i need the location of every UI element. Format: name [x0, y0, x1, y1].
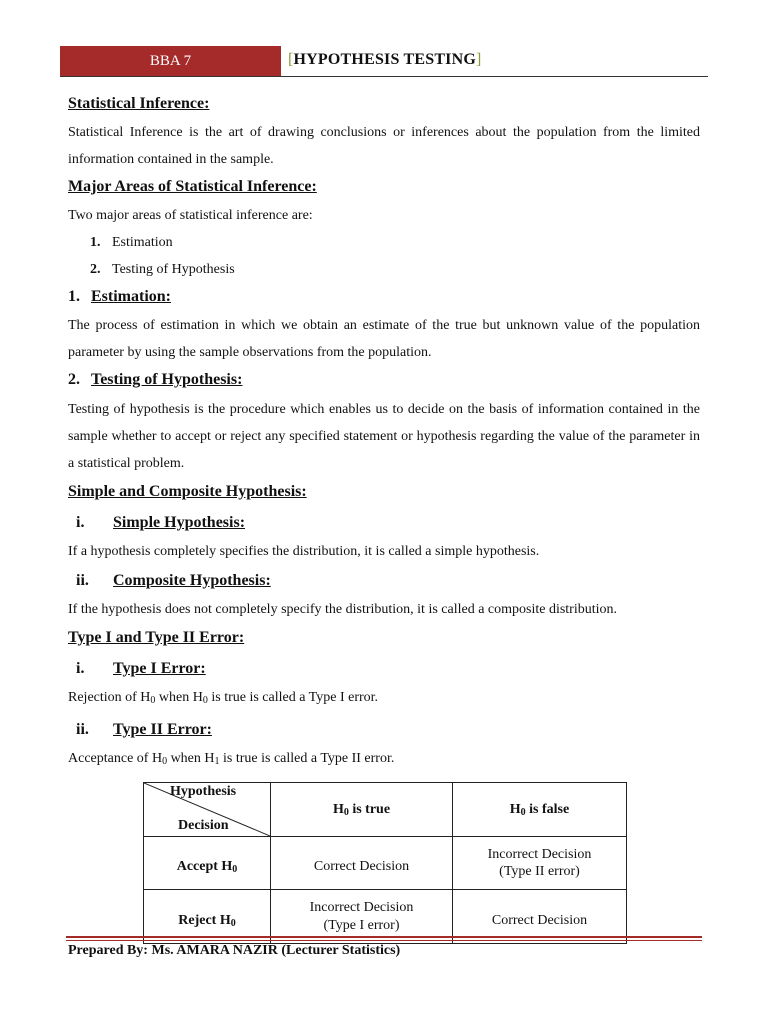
- cell-reject-true: Incorrect Decision (Type I error): [271, 890, 453, 944]
- list-item-number: 1.: [90, 235, 101, 250]
- simple-hypothesis-text: If a hypothesis completely specifies the distribution, it is called a simple hypothesis.: [68, 544, 540, 559]
- header-title: [288, 51, 482, 69]
- heading-major-areas: Major Areas of Statistical Inference:: [68, 178, 317, 195]
- cell-accept-true: Correct Decision: [271, 837, 453, 890]
- list-item: [68, 256, 700, 283]
- heading-text: Type I Error:: [113, 660, 206, 677]
- footer-prepared-by: Prepared By: Ms. AMARA NAZIR (Lecturer Statistics): [68, 943, 401, 958]
- heading-number: ii.: [76, 721, 89, 738]
- table-corner-cell: [144, 783, 271, 837]
- decision-table: [143, 782, 627, 944]
- heading-text: Testing of Hypothesis:: [91, 371, 243, 388]
- heading-text: Type II Error:: [113, 721, 212, 738]
- list-item-label: Estimation: [112, 235, 173, 250]
- heading-number: i.: [76, 514, 85, 531]
- header-title-text: HYPOTHESIS TESTING: [293, 51, 477, 68]
- heading-statistical-inference: Statistical Inference:: [68, 95, 210, 112]
- row-header-reject-h0: Reject $H_0$: [144, 890, 271, 944]
- heading-number: i.: [76, 660, 85, 677]
- footer-rule-thin: [66, 940, 702, 941]
- header-bracket-close: ]: [476, 51, 482, 68]
- heading-text: Estimation:: [91, 288, 171, 305]
- major-areas-list: [68, 229, 700, 283]
- list-item: [68, 229, 700, 256]
- corner-decision-label: Decision: [178, 818, 229, 833]
- cell-reject-false: Correct Decision: [453, 890, 627, 944]
- heading-number: 1.: [68, 288, 80, 305]
- document-body: [68, 92, 700, 775]
- statistical-inference-text: Statistical Inference is the art of drawing conclusions or inferences about the population from the limited information contained in the sample.: [68, 125, 700, 167]
- cell-accept-false: Incorrect Decision (Type II error): [453, 837, 627, 890]
- table-row: [144, 837, 627, 890]
- column-header-h0-true: $H_0$ is true: [271, 783, 453, 837]
- heading-estimation: [68, 285, 700, 309]
- header-rule: [60, 76, 708, 77]
- type-i-error-text: Rejection of $H_0$ when $H_0$ is true is called a Type I error.: [68, 690, 379, 706]
- heading-testing-of-hypothesis: [68, 368, 700, 392]
- column-header-h0-false: $H_0$ is false: [453, 783, 627, 837]
- corner-hypothesis-label: Hypothesis: [170, 784, 237, 799]
- header-course: BBA 7: [149, 53, 192, 69]
- type-ii-error-text: Acceptance of $H_0$ when $H_1$ is true is called a Type II error.: [68, 751, 395, 767]
- heading-type-errors: Type I and Type II Error:: [68, 629, 245, 646]
- heading-type-i-error: [68, 657, 700, 681]
- major-areas-intro: Two major areas of statistical inference are:: [68, 208, 313, 223]
- list-item-label: Testing of Hypothesis: [112, 262, 235, 277]
- footer-rule-thick: [66, 936, 702, 938]
- heading-number: 2.: [68, 371, 80, 388]
- heading-type-ii-error: [68, 718, 700, 742]
- heading-text: Composite Hypothesis:: [113, 572, 271, 589]
- heading-number: ii.: [76, 572, 89, 589]
- row-header-accept-h0: Accept $H_0$: [144, 837, 271, 890]
- heading-composite-hypothesis: [68, 569, 700, 593]
- header-bracket-open: [: [288, 51, 294, 68]
- composite-hypothesis-text: If the hypothesis does not completely specify the distribution, it is called a composite distribution.: [68, 602, 618, 617]
- heading-simple-hypothesis: [68, 511, 700, 535]
- estimation-text: The process of estimation in which we obtain an estimate of the true but unknown value of the population parameter by using the sample observations from the population.: [68, 318, 700, 360]
- list-item-number: 2.: [90, 262, 101, 277]
- testing-text: Testing of hypothesis is the procedure which enables us to decide on the basis of information contained in the sample whether to accept or reject any specified statement or hypothesis regarding the value of the parameter in a statistical problem.: [68, 402, 700, 471]
- header-course-band: [60, 46, 281, 77]
- heading-text: Simple Hypothesis:: [113, 514, 246, 531]
- heading-simple-composite: Simple and Composite Hypothesis:: [68, 483, 307, 500]
- table-row: [144, 783, 627, 837]
